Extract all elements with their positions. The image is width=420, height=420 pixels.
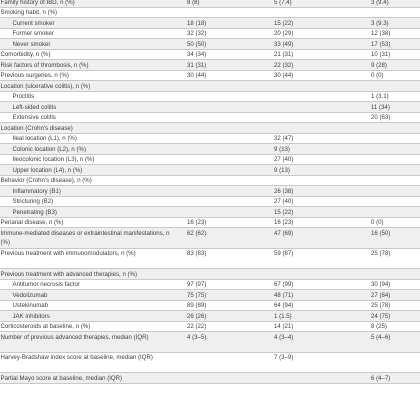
table-row (0, 322, 420, 333)
cell-total: 4 (3–5) (187, 333, 207, 341)
table-row (0, 113, 420, 124)
cell-crohns: 22 (32) (274, 61, 294, 69)
row-label: Colonic location (L2), n (%) (12, 145, 86, 153)
table-row (0, 373, 420, 384)
cell-uc: 30 (94) (371, 281, 391, 288)
cell-crohns: 59 (87) (274, 250, 294, 257)
cell-crohns: 48 (71) (274, 291, 294, 299)
row-label: Penetrating (B3) (12, 208, 57, 216)
cell-crohns: 21 (31) (274, 51, 294, 58)
cell-total: 34 (34) (187, 51, 207, 58)
table-row (0, 102, 420, 113)
table-row (0, 92, 420, 103)
cell-uc: 9 (28) (371, 61, 387, 69)
table-row (0, 176, 420, 187)
cell-total: 8 (8) (187, 0, 200, 6)
cell-uc: 25 (78) (371, 250, 391, 257)
row-label: Corticosteroids at baseline, n (%) (0, 323, 91, 330)
table-row (0, 269, 420, 280)
row-label: Inflammatory (B1) (12, 187, 61, 195)
cell-crohns: 1 (1.5) (274, 312, 292, 320)
cell-crohns: 32 (47) (274, 135, 294, 142)
row-label: Antitumor necrosis factor (12, 281, 80, 288)
table-row (0, 0, 420, 8)
row-label: Never smoker (12, 40, 51, 48)
cell-crohns: 9 (13) (274, 166, 290, 174)
row-label: Ileal location (L1), n (%) (12, 135, 77, 142)
table-row (0, 280, 420, 291)
cell-crohns: 27 (40) (274, 198, 294, 205)
table-row (0, 8, 420, 19)
table-row (0, 301, 420, 312)
cell-total: 18 (18) (187, 19, 207, 27)
row-label: JAK inhibitors (12, 312, 50, 320)
cell-total: 89 (89) (187, 302, 207, 309)
cell-crohns: 27 (40) (274, 156, 294, 163)
table-row (0, 50, 420, 61)
row-label: Upper location (L4), n (%) (12, 166, 83, 174)
row-label: Number of previous advanced therapies, median (IQR) (0, 333, 149, 341)
row-label: Proctitis (12, 93, 35, 100)
row-label: Left-sided colitis (12, 103, 57, 111)
table-row (0, 218, 420, 229)
cell-total: 22 (22) (187, 323, 207, 330)
cell-crohns: 15 (22) (274, 19, 294, 27)
row-label: Previous treatment with immunomodulators, n (%) (0, 250, 136, 257)
row-label: Immune-mediated diseases or extraintestinal manifestations, n (%) (0, 229, 170, 247)
row-label: Ileocolonic location (L3), n (%) (12, 156, 95, 163)
cell-total: 50 (50) (187, 40, 207, 48)
row-label: Vedolizumab (12, 291, 48, 299)
table-row (0, 353, 420, 374)
row-label: Comorbidity, n (%) (0, 51, 51, 58)
cell-crohns: 64 (94) (274, 302, 294, 309)
table-row (0, 39, 420, 50)
cell-uc: 16 (50) (371, 229, 391, 237)
row-label: Current smoker (12, 19, 55, 27)
table-row (0, 18, 420, 29)
row-label: Former smoker (12, 30, 54, 37)
cell-uc: 8 (25) (371, 323, 387, 330)
cell-total: 75 (75) (187, 291, 207, 299)
cell-total: 97 (97) (187, 281, 207, 288)
cell-crohns: 16 (23) (274, 219, 294, 226)
cell-uc: 0 (0) (371, 72, 384, 79)
cell-crohns: 33 (49) (274, 40, 294, 48)
cell-uc: 0 (0) (371, 219, 384, 226)
table-row (0, 290, 420, 301)
cell-crohns: 9 (13) (274, 145, 290, 153)
row-label: Behavior (Crohn's disease), n (%) (0, 177, 92, 184)
cell-uc: 24 (75) (371, 312, 391, 320)
table-row (0, 60, 420, 71)
table-row (0, 332, 420, 353)
cell-total: 31 (31) (187, 61, 207, 69)
row-label: Family history of IBD, n (%) (0, 0, 75, 6)
cell-crohns: 30 (44) (274, 72, 294, 79)
row-label: Stricturing (B2) (12, 198, 54, 205)
cell-crohns: 47 (69) (274, 229, 294, 237)
row-label: Harvey-Bradshaw index score at baseline, median (IQR) (0, 354, 153, 361)
cell-crohns: 20 (29) (274, 30, 294, 37)
table-row (0, 249, 420, 270)
cell-uc: 20 (63) (371, 114, 391, 121)
row-label: Location (Crohn's disease) (0, 124, 73, 132)
row-label: Ustekinumab (12, 302, 49, 309)
row-label: Previous surgeries, n (%) (0, 72, 69, 79)
table-row (0, 197, 420, 208)
cell-total: 32 (32) (187, 30, 207, 37)
row-label: Partial Mayo score at baseline, median (IQR) (0, 374, 123, 382)
cell-uc: 27 (84) (371, 291, 391, 299)
cell-total: 26 (26) (187, 312, 207, 320)
cell-total: 62 (62) (187, 229, 207, 237)
cell-uc: 5 (4–6) (371, 333, 391, 341)
table-row (0, 123, 420, 134)
table-row (0, 186, 420, 197)
cell-uc: 3 (9.4) (371, 0, 389, 6)
table-row (0, 29, 420, 40)
cell-crohns: 14 (21) (274, 323, 294, 330)
table-row (0, 228, 420, 249)
cell-total: 83 (83) (187, 250, 207, 257)
table-row (0, 165, 420, 176)
cell-uc: 17 (53) (371, 40, 391, 48)
cell-uc: 6 (4–7) (371, 374, 391, 382)
cell-uc: 11 (34) (371, 103, 390, 111)
table-row (0, 144, 420, 155)
cell-total: 16 (23) (187, 219, 207, 226)
row-label: Previous treatment with advanced therapies, n (%) (0, 270, 137, 278)
table-row (0, 81, 420, 92)
cell-crohns: 5 (7.4) (274, 0, 292, 6)
table-row (0, 207, 420, 218)
cell-total: 30 (44) (187, 72, 207, 79)
cell-crohns: 7 (3–9) (274, 354, 294, 361)
cell-uc: 10 (31) (371, 51, 391, 58)
row-label: Location (ulcerative colitis), n (%) (0, 82, 91, 90)
cell-crohns: 15 (22) (274, 208, 294, 216)
cell-uc: 12 (38) (371, 30, 391, 37)
row-label: Smoking habit, n (%) (0, 9, 58, 16)
row-label: Extensive colitis (12, 114, 56, 121)
table-row (0, 155, 420, 166)
cell-uc: 3 (9.3) (371, 19, 389, 27)
cell-uc: 1 (3.1) (371, 93, 389, 100)
table-row (0, 311, 420, 322)
row-label: Perianal disease, n (%) (0, 219, 64, 226)
cell-crohns: 67 (99) (274, 281, 294, 288)
cell-crohns: 26 (38) (274, 187, 294, 195)
cell-crohns: 4 (3–4) (274, 333, 294, 341)
table-row (0, 134, 420, 145)
row-label: Risk factors of thrombosis, n (%) (0, 61, 89, 69)
table-row (0, 71, 420, 82)
cell-uc: 25 (78) (371, 302, 391, 309)
